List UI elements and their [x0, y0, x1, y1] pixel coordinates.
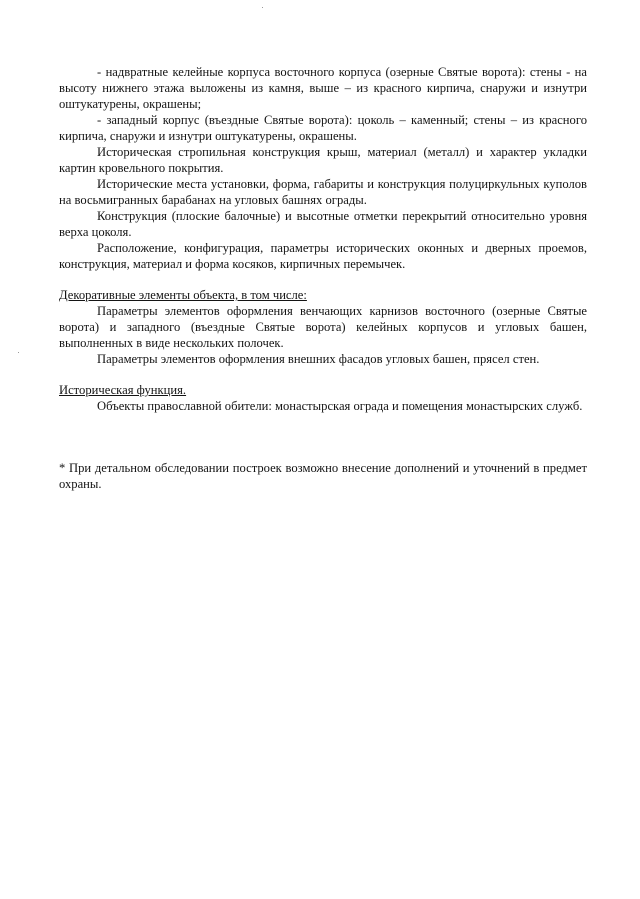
- historical-function-heading: Историческая функция.: [59, 383, 187, 397]
- decorative-elements-heading: Декоративные элементы объекта, в том числе:: [59, 288, 307, 302]
- footnote: * При детальном обследовании построек возможно внесение дополнений и уточнений в предмет охраны.: [59, 461, 587, 491]
- paragraph-historical-function: Объекты православной обители: монастырская ограда и помещения монастырских служб.: [97, 399, 583, 413]
- paragraph-roof-structure: Историческая стропильная конструкция крыш, материал (металл) и характер укладки картин кровельного покрытия.: [59, 145, 587, 175]
- paragraph-east-gate-building: - надвратные келейные корпуса восточного корпуса (озерные Святые ворота): стены - на высоту нижнего этажа выложены из камня, выше – из красного кирпича, снаружи и изнутри оштукатурены, окрашены;: [59, 65, 587, 111]
- paragraph-west-building: - западный корпус (въездные Святые ворота): цоколь – каменный; стены – из красного кирпича, снаружи и изнутри оштукатурены, окрашены.: [59, 113, 587, 143]
- scan-speck: [262, 7, 263, 8]
- document-body: [59, 64, 587, 492]
- paragraph-facades: Параметры элементов оформления внешних фасадов угловых башен, прясел стен.: [97, 352, 540, 366]
- paragraph-floors: Конструкция (плоские балочные) и высотные отметки перекрытий относительно уровня верха цоколя.: [59, 209, 587, 239]
- scan-speck: [18, 352, 19, 353]
- paragraph-domes: Исторические места установки, форма, габариты и конструкция полуциркульных куполов на восьмигранных барабанах на угловых башнях ограды.: [59, 177, 587, 207]
- paragraph-cornices: Параметры элементов оформления венчающих карнизов восточного (озерные Святые ворота) и западного (въездные Святые ворота) келейных корпусов и угловых башен, выполненных в виде нескольких полочек.: [59, 304, 587, 350]
- paragraph-openings: Расположение, конфигурация, параметры исторических оконных и дверных проемов, конструкция, материал и форма косяков, кирпичных перемычек.: [59, 241, 587, 271]
